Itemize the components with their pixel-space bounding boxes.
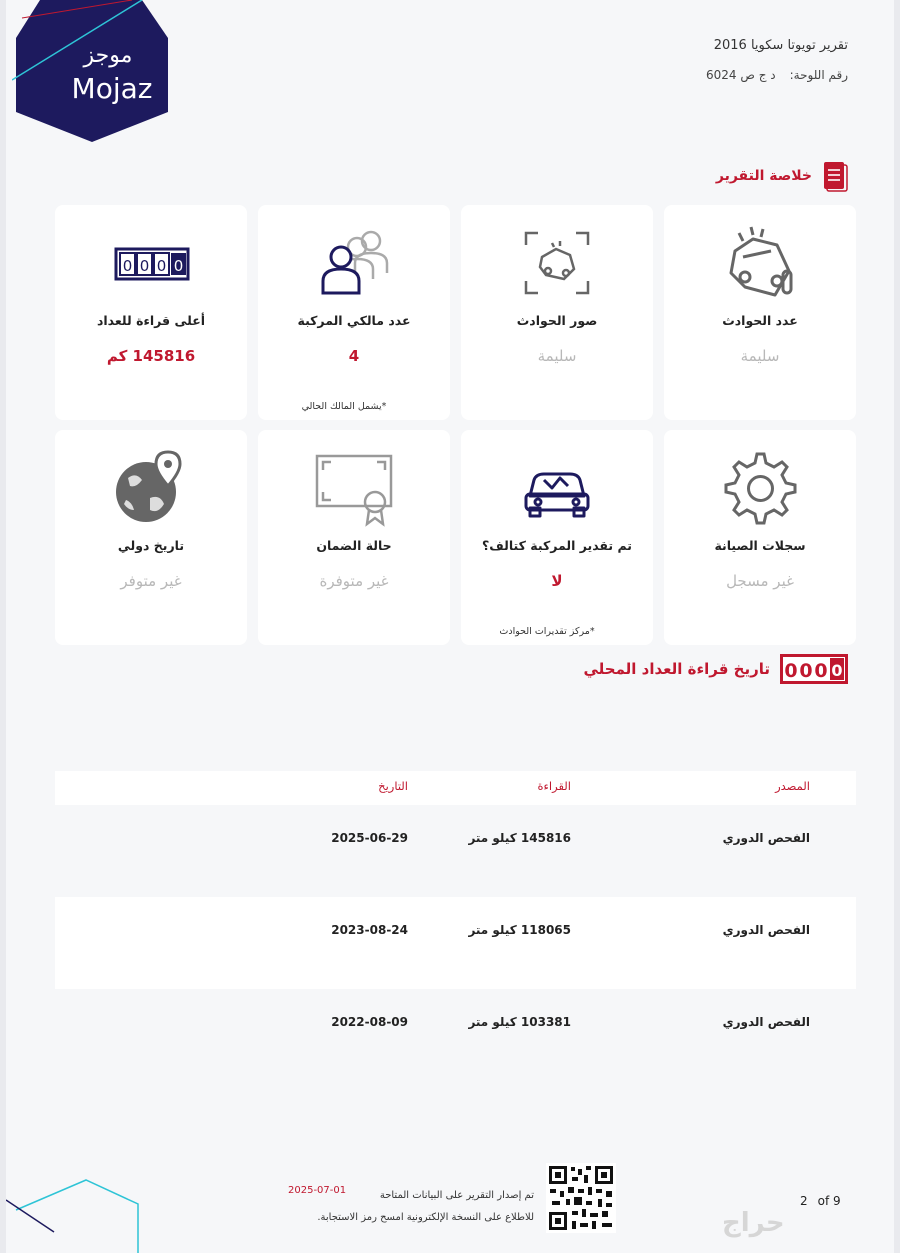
odometer-history-table bbox=[55, 771, 856, 1081]
plate-info bbox=[706, 68, 848, 82]
gear-icon bbox=[715, 448, 805, 528]
logo-arabic: موجز bbox=[83, 43, 133, 68]
table-row bbox=[55, 805, 856, 897]
logo-english: Mojaz bbox=[71, 72, 153, 105]
globe-pin-icon bbox=[106, 448, 196, 528]
card-title: عدد الحوادث bbox=[722, 313, 798, 328]
card-value: سليمة bbox=[740, 347, 780, 365]
haraj-watermark: حراج bbox=[722, 1208, 785, 1238]
column-header-date: التاريخ bbox=[378, 779, 408, 793]
card-value: غير متوفرة bbox=[319, 572, 389, 590]
table-row bbox=[55, 989, 856, 1081]
odometer-history-title-text: تاريخ قراءة العداد المحلي bbox=[583, 660, 770, 678]
card-international-history bbox=[55, 430, 247, 645]
row-date: 2022-08-09 bbox=[331, 1015, 408, 1029]
card-title: صور الحوادث bbox=[516, 313, 598, 328]
summary-cards-row-1 bbox=[55, 205, 856, 420]
report-page bbox=[6, 0, 894, 1253]
card-warranty-status bbox=[258, 430, 450, 645]
card-value: سليمة bbox=[537, 347, 577, 365]
odometer-history-title bbox=[583, 654, 848, 684]
damaged-car-icon bbox=[512, 448, 602, 528]
summary-section-title bbox=[716, 160, 848, 192]
footer-issued-text: تم إصدار التقرير على البيانات المتاحة bbox=[379, 1190, 534, 1201]
table-row bbox=[55, 897, 856, 989]
footer-decoration bbox=[6, 1170, 156, 1253]
row-date: 2025-06-29 bbox=[331, 831, 408, 845]
odometer-icon bbox=[780, 654, 848, 684]
card-title: تاريخ دولي bbox=[117, 538, 185, 553]
page-total: of 9 bbox=[817, 1194, 841, 1208]
row-reading: 118065 كيلو متر bbox=[468, 923, 571, 937]
card-note: *يشمل المالك الحالي bbox=[301, 401, 387, 412]
card-value: 145816 كم bbox=[106, 347, 196, 365]
column-header-reading: القراءة bbox=[537, 779, 571, 793]
table-header bbox=[55, 771, 856, 805]
qr-code[interactable] bbox=[546, 1163, 616, 1233]
column-header-source: المصدر bbox=[775, 779, 810, 793]
page-number bbox=[800, 1194, 841, 1208]
row-source: الفحص الدوري bbox=[722, 1015, 810, 1029]
report-document-icon bbox=[822, 160, 848, 192]
card-value: غير مسجل bbox=[726, 572, 794, 590]
mojaz-logo bbox=[12, 0, 172, 145]
plate-value: د ج ص 6024 bbox=[706, 68, 776, 82]
plate-label: رقم اللوحة: bbox=[789, 68, 848, 82]
row-date: 2023-08-24 bbox=[331, 923, 408, 937]
svg-text:0: 0 bbox=[814, 660, 828, 682]
row-reading: 145816 كيلو متر bbox=[468, 831, 571, 845]
report-title: تقرير تويوتا سكويا 2016 bbox=[713, 38, 848, 53]
page-current: 2 bbox=[800, 1194, 808, 1208]
footer-issued-date: 2025-07-01 bbox=[288, 1185, 347, 1196]
owners-icon bbox=[309, 223, 399, 303]
svg-text:0: 0 bbox=[831, 661, 843, 680]
row-reading: 103381 كيلو متر bbox=[468, 1015, 571, 1029]
card-title: أعلى قراءة للعداد bbox=[96, 313, 206, 328]
svg-text:0: 0 bbox=[799, 660, 813, 682]
card-accident-photos bbox=[461, 205, 653, 420]
odometer-icon bbox=[106, 223, 196, 303]
summary-title-text: خلاصة التقرير bbox=[715, 168, 812, 184]
card-value: لا bbox=[551, 572, 563, 590]
card-title: تم تقدير المركبة كتالف؟ bbox=[482, 538, 632, 553]
summary-cards-row-2 bbox=[55, 430, 856, 645]
row-source: الفحص الدوري bbox=[722, 831, 810, 845]
card-value: 4 bbox=[348, 347, 360, 365]
card-title: سجلات الصيانة bbox=[714, 538, 806, 553]
card-total-loss bbox=[461, 430, 653, 645]
svg-text:0: 0 bbox=[784, 660, 798, 682]
card-value: غير متوفر bbox=[120, 572, 182, 590]
card-max-odometer bbox=[55, 205, 247, 420]
crashed-car-icon bbox=[715, 223, 805, 303]
footer-scan-text: للاطلاع على النسخة الإلكترونية امسح رمز الاستجابة. bbox=[317, 1212, 534, 1223]
card-title: حالة الضمان bbox=[316, 538, 392, 553]
svg-text:0: 0 bbox=[122, 257, 133, 275]
row-source: الفحص الدوري bbox=[722, 923, 810, 937]
card-owners-count bbox=[258, 205, 450, 420]
accident-photo-icon bbox=[512, 223, 602, 303]
footer-info bbox=[317, 1185, 534, 1229]
card-maintenance-records bbox=[664, 430, 856, 645]
warranty-certificate-icon bbox=[309, 448, 399, 528]
card-title: عدد مالكي المركبة bbox=[297, 313, 411, 328]
svg-text:0: 0 bbox=[173, 257, 184, 275]
card-note: *مركز تقديرات الحوادث bbox=[499, 626, 595, 637]
svg-text:0: 0 bbox=[139, 257, 150, 275]
svg-text:0: 0 bbox=[156, 257, 167, 275]
card-accidents-count bbox=[664, 205, 856, 420]
